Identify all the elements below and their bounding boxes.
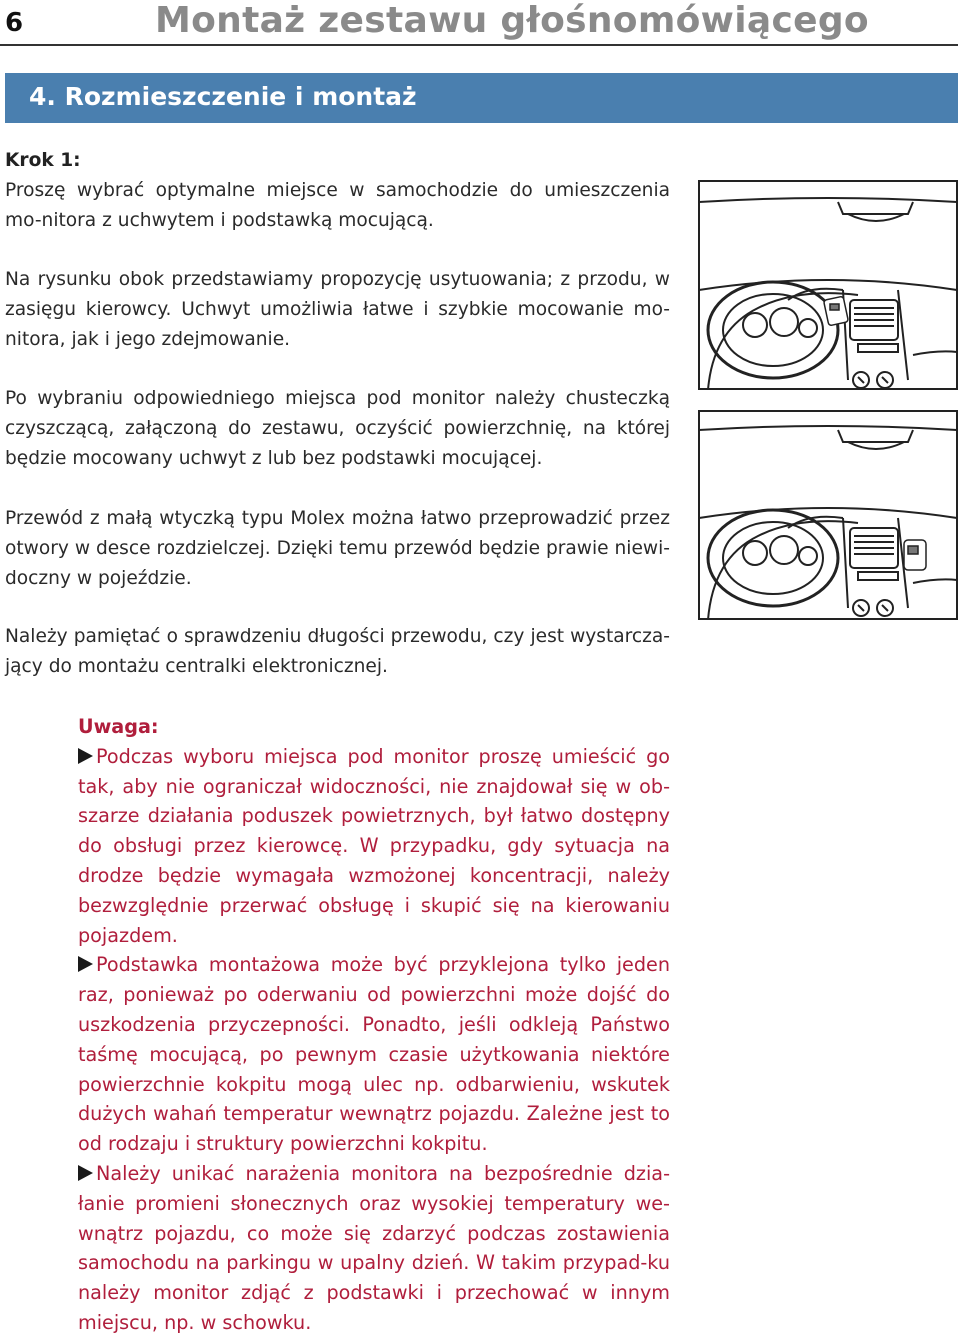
paragraph-4: Przewód z małą wtyczką typu Molex można łatwo przeprowadzić przez otwory w desce rozdzielczej. Dzięki temu przewód będzie prawie niewi-doczny w pojeździe. [5, 508, 670, 589]
paragraph-5: Należy pamiętać o sprawdzeniu długości przewodu, czy jest wystarcza-jący do montażu centralki elektronicznej. [5, 626, 670, 677]
step-label: Krok 1: [5, 150, 81, 171]
title-divider [0, 44, 958, 46]
warning-item-text: Podczas wyboru miejsca pod monitor proszę umieścić go tak, aby nie ograniczał widoczności, nie znajdował się w ob-szarze działania poduszek powietrznych, był łatwo dostępny do obsługi przez kierowcę. W przypadku, gdy sytuacja na drodze będzie wymagała wzmożonej koncentracji, należy bezwzględnie przerwać obsługę i skupić się na kierowaniu pojazdem. [78, 744, 670, 947]
warning-item [78, 1159, 670, 1338]
warning-box [78, 712, 670, 1338]
paragraph-2: Na rysunku obok przedstawiamy propozycję usytuowania; z przodu, w zasięgu kierowcy. Uchwyt umożliwia łatwe i szybkie mocowanie mo-nitora, jak i jego zdejmowanie. [5, 269, 670, 350]
section-heading: 4. Rozmieszczenie i montaż [29, 82, 417, 111]
page-number: 6 [5, 8, 24, 38]
paragraph-3: Po wybraniu odpowiedniego miejsca pod monitor należy chusteczką czyszczącą, załączoną do zestawu, oczyścić powierzchnię, na której będzie mocowany uchwyt z lub bez podstawki mocującej. [5, 388, 670, 469]
paragraph-step1 [5, 146, 670, 236]
warning-item-text: Podstawka montażowa może być przyklejona tylko jeden raz, ponieważ po oderwaniu od powierzchni może dojść do uszkodzenia przyczepności. Ponadto, jeśli odkleją Państwo taśmę mocującą, po pewnym czasie użytkowania niektóre powierzchnie kokpitu mogą ulec np. odbarwieniu, wskutek dużych wahań temperatur wewnątrz pojazdu. Zależne jest to od rodzaju i struktury powierzchni kokpitu. [78, 953, 670, 1156]
warning-item [78, 742, 670, 951]
section-bar [5, 73, 958, 123]
play-triangle-icon [78, 1165, 93, 1181]
warning-item [78, 950, 670, 1159]
warning-label: Uwaga: [78, 715, 159, 738]
play-triangle-icon [78, 956, 93, 972]
dashboard-illustration-icon [698, 180, 958, 390]
warning-item-text: Należy unikać narażenia monitora na bezpośrednie dzia-łanie promieni słonecznych oraz wysokiej temperatury we-wnątrz pojazdu, co może się zdarzyć podczas zostawienia samochodu na parkingu w upalny dzień. W takim przypad-ku należy monitor zdjąć z podstawki i przechować w innym miejscu, np. w schowku. [78, 1161, 670, 1334]
page-title: Montaż zestawu głośnomówiącego [155, 0, 869, 41]
paragraph-1-text: Proszę wybrać optymalne miejsce w samochodzie do umieszczenia mo-nitora z uchwytem i podstawką mocującą. [5, 180, 670, 231]
dashboard-illustration-icon [698, 410, 958, 620]
play-triangle-icon [78, 748, 93, 764]
